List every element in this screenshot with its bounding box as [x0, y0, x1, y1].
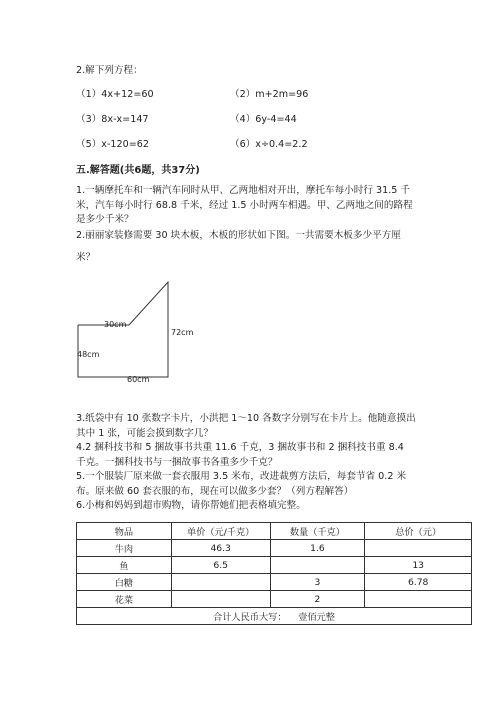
- cell-unit-price: [171, 574, 270, 591]
- cell-item: 鱼: [77, 557, 172, 574]
- header-quantity: 数量（千克）: [270, 523, 365, 540]
- label-top-30cm: 30cm: [104, 320, 127, 329]
- equation-4: （4）6y-4=44: [230, 114, 297, 125]
- header-unit-price: 单价（元/千克）: [171, 523, 270, 540]
- cell-total-price: 6.78: [365, 574, 472, 591]
- cell-quantity: [270, 557, 365, 574]
- cell-quantity: 2: [270, 591, 365, 608]
- question-4-line: 4.2 捆科技书和 5 捆故事书共重 11.6 千克，3 捆故事书和 2 捆科技书重 8.4: [76, 442, 404, 453]
- equation-6: （6）x÷0.4=2.2: [230, 139, 308, 150]
- question-2-line: 米？: [76, 252, 96, 263]
- question-1: [76, 184, 436, 228]
- label-left-48cm: 48cm: [77, 350, 100, 359]
- cell-item: 牛肉: [77, 540, 172, 557]
- cell-unit-price: [171, 591, 270, 608]
- question-1-line: 米，汽车每小时行 68.8 千米，经过 1.5 小时两车相遇。甲、乙两地之间的路程: [76, 199, 413, 211]
- label-bottom-60cm: 60cm: [127, 375, 150, 384]
- header-item: 物品: [77, 523, 172, 540]
- questions-3-to-6: [76, 412, 436, 514]
- table-row: [77, 591, 472, 608]
- table-row: [77, 557, 472, 574]
- question-1-line: 是多少千米？: [76, 214, 134, 225]
- table-header-row: [77, 523, 472, 540]
- question-3-line: 其中 1 张，可能会摸到数字几？: [76, 427, 213, 439]
- board-shape-figure: [70, 270, 210, 390]
- cell-item: 花菜: [77, 591, 172, 608]
- equation-1: （1）4x+12=60: [76, 89, 154, 100]
- label-right-72cm: 72cm: [171, 328, 194, 337]
- table-row: [77, 574, 472, 591]
- cell-total-price: [365, 591, 472, 608]
- question-1-line: 1.一辆摩托车和一辆汽车同时从甲、乙两地相对开出，摩托车每小时行 31.5 千: [76, 185, 411, 196]
- header-total-price: 总价（元）: [365, 523, 472, 540]
- subsection-heading: 2.解下列方程：: [76, 65, 143, 76]
- cell-quantity: 3: [270, 574, 365, 591]
- equation-2: （2）m+2m=96: [230, 89, 309, 100]
- cell-unit-price: 46.3: [171, 540, 270, 557]
- section-heading: 五.解答题(共6题，共37分): [76, 165, 200, 176]
- question-3-line: 3.纸袋中有 10 张数字卡片，小洪把 1～10 各数字分别写在卡片上。他随意摸出: [76, 413, 416, 424]
- equation-3: （3）8x-x=147: [76, 114, 149, 125]
- cell-total-price: 13: [365, 557, 472, 574]
- shopping-table: [76, 522, 472, 625]
- cell-quantity: 1.6: [270, 540, 365, 557]
- question-5-line: 5.一个服装厂原来做一套衣服用 3.5 米布，改进裁剪方法后，每套节省 0.2 米: [76, 471, 407, 482]
- table-footer-row: [77, 608, 472, 625]
- question-6-line: 6.小梅和妈妈到超市购物，请你帮她们把表格填完整。: [76, 500, 306, 511]
- equation-5: （5）x-120=62: [76, 139, 149, 150]
- question-5-line: 布。原来做 60 套衣服的布，现在可以做多少套？（列方程解答）: [76, 485, 354, 497]
- cell-unit-price: 6.5: [171, 557, 270, 574]
- cell-total-price: [365, 540, 472, 557]
- table-row: [77, 540, 472, 557]
- question-2-line: 2.丽丽家装修需要 30 块木板，木板的形状如下图。一共需要木板多少平方厘: [76, 230, 401, 241]
- cell-item: 白糖: [77, 574, 172, 591]
- question-4-line: 千克。一捆科技书与一捆故事书各重多少千克？: [76, 456, 278, 468]
- total-in-words: 合计人民币大写： 壹佰元整: [77, 608, 472, 625]
